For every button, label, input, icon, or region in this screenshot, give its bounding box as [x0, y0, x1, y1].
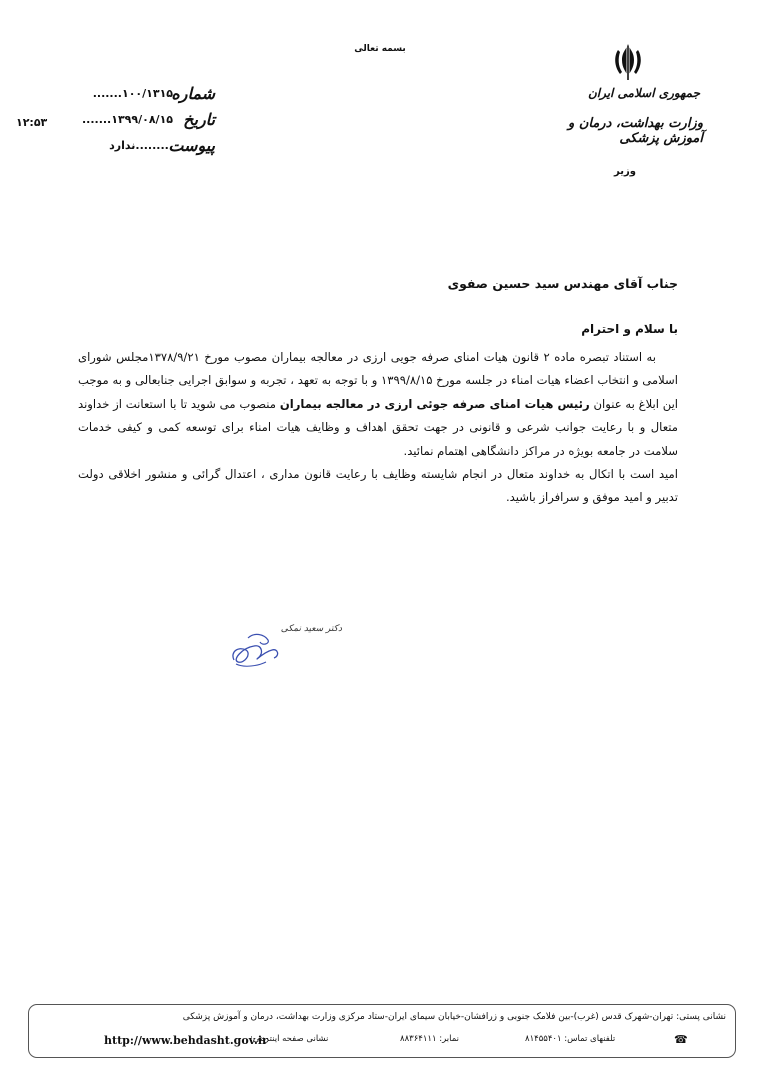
- letter-date-row: [60, 110, 215, 130]
- ministry-title: وزارت بهداشت، درمان و آموزش پزشکی: [568, 116, 703, 146]
- letter-attachment-row: [60, 136, 215, 156]
- paragraph-1-part-b: منصوب می شوید تا با استعانت از خداوند متعال و با رعایت جوانب شرعی و قانونی در جهت تحقق اهداف و وظایف هیات امناء برای توسعه کمی و کیفی خدمات سلامت در جامعه بویژه در مراکز دانشگاهی اهتمام نمائید.: [78, 396, 678, 458]
- footer-fax: نمابر: ۸۸۳۶۴۱۱۱: [400, 1034, 460, 1044]
- bismillah-heading: بسمه تعالی: [354, 44, 406, 54]
- footer-phone: تلفنهای تماس: ۸۱۴۵۵۴۰۱: [525, 1034, 616, 1044]
- attachment-label: پیوست: [168, 136, 215, 155]
- date-label: تاریخ: [183, 110, 215, 129]
- paragraph-1-part-a: به استناد تبصره ماده ۲ قانون هیات امنای صرفه جویی ارزی در معالجه بیماران مصوب مورخ ۱۳۷۸/۹/۲۱مجلس شورای اسلامی و انتخاب اعضاء هیات امناء در جلسه مورخ ۱۳۹۹/۸/۱۵ و با توجه به تعهد ، تجربه و سوابق اجرایی جنابعالی و به موجب این ابلاغ به عنوان: [78, 350, 679, 411]
- number-label: شماره: [171, 84, 215, 103]
- handwritten-signature: [224, 624, 298, 672]
- paragraph-1: [78, 346, 678, 463]
- paragraph-2: امید است با اتکال به خداوند متعال در انجام شایسته وظایف با رعایت قانون مداری ، اعتدال گرائی و منشور اخلاقی دولت تدبیر و امید موفق و سرافراز باشید.: [78, 467, 678, 505]
- footer-webpage-label: نشانی صفحه اینترنتی:: [250, 1034, 329, 1044]
- footer-website-link[interactable]: http://www.behdasht.gov.ir: [104, 1034, 268, 1047]
- footer-address: نشانی پستی: تهران-شهرک قدس (غرب)-بین فلامک جنوبی و زرافشان-خیابان سیمای ایران-ستاد مرکزی وزارت بهداشت، درمان و آموزش پزشکی: [182, 1012, 726, 1022]
- phone-icon: ☎: [674, 1033, 688, 1046]
- republic-title: جمهوری اسلامی ایران: [587, 86, 700, 100]
- letter-number-row: [60, 84, 215, 104]
- iran-emblem-icon: [610, 42, 646, 82]
- signatory-name: دکتر سعید نمکی: [280, 624, 342, 634]
- addressee: جناب آقای مهندس سید حسین صفوی: [447, 276, 678, 291]
- attachment-value: .........ندارد: [109, 139, 173, 152]
- letter-body: [78, 346, 678, 510]
- number-value: ۱۰۰/۱۳۱۵.......: [92, 87, 173, 100]
- salutation: با سلام و احترام: [581, 322, 678, 336]
- minister-label: وزیر: [614, 166, 636, 177]
- appointment-title: رئیس هیات امنای صرفه جوئی ارزی در معالجه بیماران: [279, 396, 590, 411]
- letter-time: ۱۲:۵۳: [16, 116, 48, 129]
- date-value: ۱۳۹۹/۰۸/۱۵.......: [81, 113, 173, 126]
